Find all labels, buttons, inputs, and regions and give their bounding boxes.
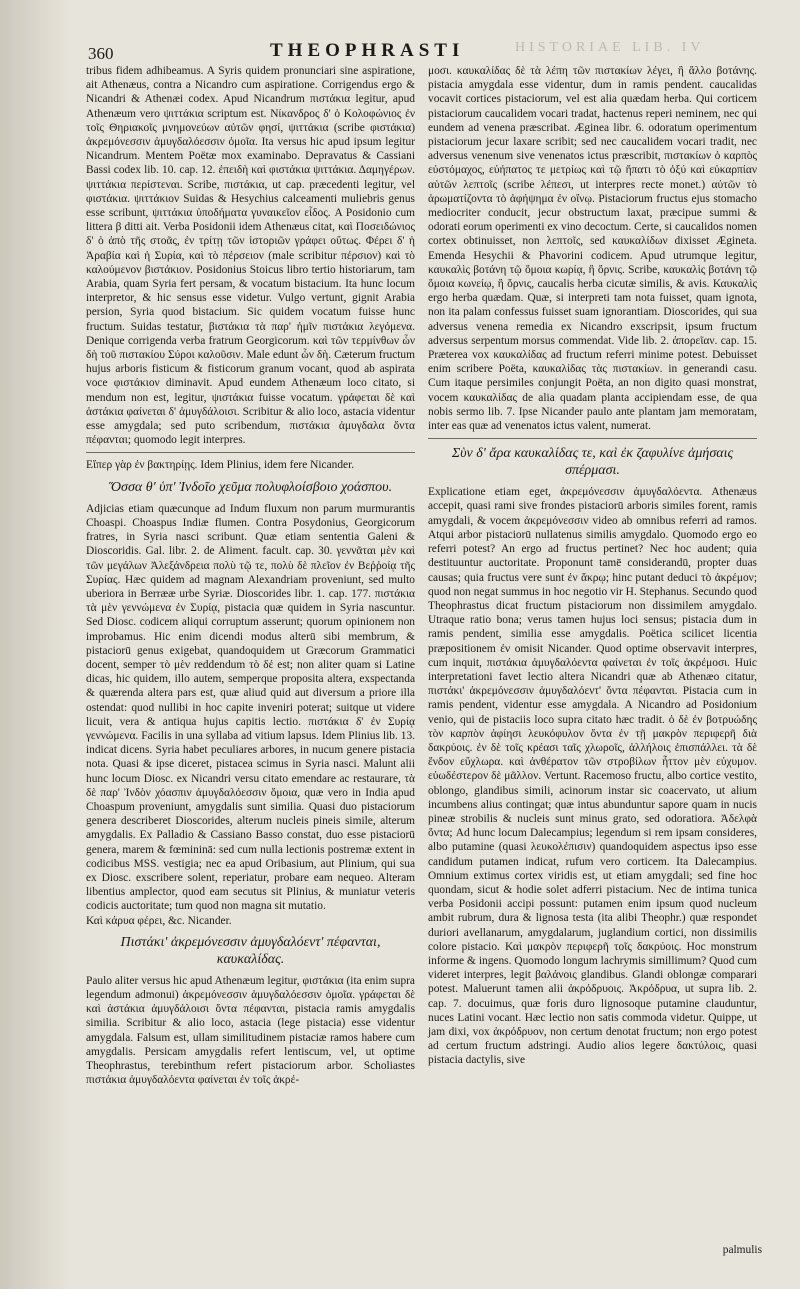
paragraph: Explicatione etiam eget, ἀκρεμόνεσσιν ἀμυγδαλόεντα. Athenæus accepit, quasi rami sive frondes pistaciorū arboris similes forent, ramis amygdali, & vocem ἀκρεμόνεσσιν video ab omnibus referri ad ramos. Atqui arbor pistaciorū nullatenus similis amygdalo. Quomodo ergo eo referri potest? An ergo ad fructus pertinet? Nec hoc audent; quia destituuntur auctoritate. Proponunt tamē considerandū, propter duas causas; quia fructus vere sunt ἐν ἄκρῳ; hinc putant deduci τὸ ἀκρέμον; quod non negat summus in hoc negotio vir H. Stephanus. Secundo quod Theophrastus dicat fructum pistaciorum non dissimilem amygdalo. Utraque ratio bona; verus tamen hujus loci sensus; pistacia dum in ramis pendent, similia esse amygdalis. Poëtica scilicet licentia præpositionem ἐν omisit Nicander. Quod optime observavit interpres, cum inquit, πιστάκια ἀμυγδαλόεντα φαίνεται ἐν τοῖς ἀκρέμοσι. Huic interpretationi favet lectio altera Nicandri quæ ab Athenæo citatur, πιστάκι' ἀκρεμόνεσσιν ἀμυγδαλόεντ' ὄντα πέφανται. Pistacia cum in ramis pendent, videntur esse amygdala. A Nicandro ad Posidonium venio, qui de pistaciis loco supra citato hæc tradit. ὁ δὲ ἐν βοτρυώδης τὸν καρπὸν ἀφίησι λευκόφυλον ὄντα ἐν τῇ μακρὸν περιφερῆ διὰ δακρύοις. ἐν δὲ τοῖς κρέασι ταῖς χλωροῖς, ἀλλήλοις ἐπισπάλλει. τὰ δὲ ἔνδον εὔχλωρα. καὶ ἀνθέρατον τῶν στροβίλων ἧττον μὲν εὐχυμον. εὐωδέστερον δὲ μᾶλλον. Vertunt. Racemoso fructu, albo cortice vestito, oblongo, glandibus simili, acinorum instar sic coacervato, ut alium incumbens alius contingat; quæ intus abunduntur sapore quam in nucis pineæ strobilis & nucleis sunt minus grato, sed odoratiora. Ἀδελφὰ ὄντα; Ad hunc locum Dalecampius; legendum si rem ipsam consideres, albo putamine (quasi λευκολέπισιν) quandoquidem aspectus ipso esse candidum putamen indicat, rufum vero corticem. Ita Dalecampius. Omnium extimus cortex viridis est, ut etiam amygdali; sed fine hoc quondam, sicut & hodie solet adferri pistacium. Nec de intima tunica verba Posidonii accipi possunt: putamen enim ipsum quod nucleum ambit rubrum, dura & lignosa testa (ita alibi Theophr.) quæ respondet duriori avellanarum, amygdalarum, juglandium cortici, non dissimilis colore pistacio. Καὶ μακρὸν περιφερῆ τοῖς δακρύοις. Hoc monstrum informe & ingens. Quomodo longum lachrymis simillimum? Quod cum videret interpres, legit βαλάνοις glandibus. Glandi oblongæ comparari potest. Maluerunt tamen alii ἀκρόδρυοις. Ἀκρόδρυα, ut supra lib. 2. cap. 7. docuimus, quæ foris duro lignosoque putamine clauduntur, nuces Latini vocant. Hæc lectio non satis commoda videtur. Quippe, ut jam dixi, vox ἀκρόδρυον, non certum denotat fructum; non ergo potest ad certum fructum adstringi. Audio alios legere δακτύλοις, quasi pistacia dactylis, sive [428,486,757,1067]
verse-quote: Ὅσσα θ' ὑπ' Ἰνδοῖο χεῦμα πολυφλοίσβοιο χοάσπου. [108,479,393,495]
catchword: palmulis [722,1244,762,1256]
gutter-shadow [0,0,70,1289]
page-number: 360 [88,44,114,63]
paragraph: μοσι. καυκαλίδας δὲ τὰ λέπη τῶν πιστακίων λέγει, ἢ ἄλλο βοτάνης. pistacia amygdala esse videntur, dum in ramis pendent. caucalidas vocavit cortices pistaciorum, vel est alia quædam herba. Qui corticem pistaciorum caucalidem vocari tradat, hactenus reperi neminem, nec qui eundem ad venena præscribat. Æginea libr. 6. odoratum operimentum pistaciorum jecur laxare scribit; sed nec caucalidem vocari tradit, nec adversus venenum sive venenatos ictus præscribit, πιστακίων ὁ καρπὸς εὐστόμαχος, εὐήπατος τε μετρίως καὶ τῷ ἥπατι τὸ ὀξύ καὶ εὐκαρπίαν αὐτῶν λεπτοῖς (scribe λέπεσι, ut interpres recte monet.) αὐτῶν τὸ ἀρωματίζοντα τὸ ἀφήψημα ἐν οἴνῳ. Pistaciorum fructus ejus stomacho mediocriter conducit, jecur obstructum laxat, præcipue summi & odorati eorum operimenti ex vino decoctum. Certe, si caucalidos nomen cortex obtinuisset, non λεπτοῖς, sed καυκαλίδων dixisset Ægineta. Emenda Hesychii & Phavorini codicem. Apud utrumque legitur, καυκαλὶς βοτάνη τῷ ὅμοια κωρίᾳ, ἢ ὄρνις. Scribe, καυκαλὶς βοτάνη τῷ ὅμοια κωνείῳ, ἢ ὄρνις, caucalis herba cicutæ similis, & avis. Καυκαλὶς ergo herba quædam. Quæ, si interpreti tam nota fuisset, quam ignota, non ita palam confessus fuisset suam ignorantiam. Dioscorides, qui sua adversus venena remedia ex Nicandro exscripsit, ipsum fructum adversus serpentum morsus commendat. Vide lib. 2. ἀπορεῖαν. cap. 15. Præterea vox καυκαλίδας ad fructum referri minime potest. Debuisset enim scribere Poëta, καυκαλίδας τὰς πιστακίων. in generandi casu. Cum itaque persimiles conjungit Poëta, an non digito quasi monstrat, vocem καυκαλίδας de alia quadam planta accipiendam esse, de qua nobis sermo lib. 7. Ipse Nicander paulo ante plantam jam memoratam, inter eas quæ ad venenatos ictus valent, numerat. [428,65,757,433]
bleed-through-heading: HISTORIAE LIB. IV [515,40,705,55]
verse-quote: Πιστάκι' ἀκρεμόνεσσιν ἀμυγδαλόεντ' πέφανται, καυκαλίδας. [120,934,381,967]
paragraph: tribus fidem adhibeamus. A Syris quidem pronunciari sine aspiratione, ait Athenæus, contra a Nicandro cum aspiratione. Corrigendus ergo & Nicandri & Athenæi codex. Apud Nicandrum πιστάκια legitur, apud Athenæum vero ψιττάκια scriptum est. Νίκανδρος δ' ὁ Κολοφώνιος ἐν τοῖς Θηριακοῖς μνημονεύων αὐτῶν φησί, ψιττάκια (scribe φιστάκια) ἀκρεμόνεσσιν ἀμυγδαλόεσσιν ὁμοῖα. Ita versus hic apud ipsum legitur Nicandrum. Mentem Poëtæ mox examinabo. Depravatus & Cassiani Bassi codex lib. 10. cap. 12. ἐπειδὴ καὶ φιστάκια ψιττάκια. Δαμηγέρων. ψιττάκια περίστεναι. Scribe, πιστάκια, ut cap. præcedenti legitur, vel φιστάκια. ψιττάκιον Suidas & Hesychius calceamenti muliebris genus esse scribunt, ψιττάκια ὑποδήματα γυναικεῖον εἶδος. A Posidonio cum littera β ditti ait. Verba Posidonii idem Athenæus citat, καὶ Ποσειδώνιος δ' ὁ ἀπὸ τῆς στοᾶς, ἐν τρίτῃ τῶν ἱστοριῶν γράφει οὕτως. Φέρει δ' ἡ Ἀραβία καὶ ἡ Συρία, καὶ τὸ πέρσειον (male scribitur πέρσιον) καὶ τὸ καλούμενον βιστάκιον. Posidonius Stoicus libro tertio historiarum, tam Arabia, quam Syria fert persam, & vocatum bistacium. Ita hunc locum interpretor, & hic sensus esse videtur. Vulgo vertunt, gignit Arabia persion, Syria quod bistacium. Sic quidem vocatum fuisse hunc fructum. Suidas testatur, βιστάκια τὰ παρ' ἡμῖν πιστάκια λεγόμενα. Denique corrigenda verba fratrum Georgicorum. καὶ τῶν τερμίνθων ὧν δὴ τοῦ πιστακίου Σύροι καλοῦσιν. Male edunt ὧν δὴ. Cæterum fructum hujus arboris fisticum & fisticorum granum vocant, quod ab aspirata voce φιστάκιον diminavit. Apud eundem Athenæum loco citato, si mendum non est, legitur, ψιστάκια fuisse vocatum. γράφεται δὲ καὶ ἀστάκια φαίνεται δ' ἀμυγδάλοισι. Scribitur & alio loco, astacia videntur esse amygdala; sed puto scribendum, πιστάκια ἀμυγδαλα ὄντα πέφανται; quomodo legit interpres. [86,65,415,447]
verse-quote: Σὺν δ' ἄρα καυκαλίδας τε, καὶ ἐκ ζαφυλίνε ἀμήσαις σπέρμασι. [451,446,734,479]
divider [86,452,415,453]
paragraph: Paulo aliter versus hic apud Athenæum legitur, φιστάκια (ita enim supra legendum admonui) ἀκρεμόνεσσιν ἀμυγδαλόεσσιν ὁμοῖα. γράφεται δὲ καὶ ἀστάκια ἀμυγδάλοισι ὄντα πέφανται, pistacia ramis amygdalis similia. Scribitur & alio loco, astacia (lege pistacia) esse videntur amygdala. Falsum est, ullam similitudinem pistaciæ ramos habere cum amygdalis. Persicam amygdalis refert lentiscum, vel, ut optime Theophrastus, terebinthum refert pistaciorum arbor. Scholiastes πιστάκια ἀμυγδαλόεντα φαίνεται ἐν τοῖς ἀκρέ- [86,974,415,1087]
lemma: Καὶ κάρυα φέρει, &c. Nicander. [86,914,232,927]
lemma: Εἴπερ γὰρ ἐν βακτηρίῃς. Idem Plinius, idem fere Nicander. [86,459,355,472]
running-head: THEOPHRASTI [270,40,465,61]
paragraph: Adjicias etiam quæcunque ad Indum fluxum non parum murmurantis Choaspi. Choaspus Indiæ flumen. Contra Posydonius, Georgicorum fratres, in Syria nasci scribunt. Quæ etiam sententia Galeni & Dioscoridis. Gal. libr. 2. de Aliment. facult. cap. 30. γεννᾶται μὲν καὶ τῶν μεγάλων Ἀλεξάνδρεια πολὺ τῷ τε, πολὺ δὲ πλεῖον ἐν Βεῤῥοίᾳ τῆς Συρίας. Hæc quidem ad magnam Alexandriam proveniunt, sed multo uberiora in Berrææ urbe Syriæ. Dioscorides libr. 1. cap. 177. πιστάκια τὰ μὲν γεννώμενα ἐν Συρίᾳ, pistacia quæ quidem in Syria nascuntur. Sed Diosc. codicem aliqui corruptum asserunt; quorum opinionem non improbamus. Hic enim dicendi modus alterū sibi membrum, & pistaciorū genus exigebat, quandoquidem ut Græcorum Grammatici docent, semper τὸ μὲν reddendum τὸ δέ est; non aliter quam si Latine dicas, hic quidem, illo autem, semperque proposita altera, exspectanda & quærenda altera pars est, quæ aliud quid aut diversum a priore illa ostendat: quod nullibi in hoc capite inveniri poterat; suitque ut videre licuit, vera & antiqua hujus capitis lectio. πιστάκια δ' ἐν Συρίᾳ γεννώμενα. Facilis in una syllaba ad vitium lapsus. Idem Plinius lib. 13. indicat dicens. Syria habet peculiares arbores, in nucum genere pistacia nota. Quasi & ipse diceret, pistacea scimus in Syria nasci. Malunt alii hunc locum Diosc. ex Nicandri versu citato emendare ac restaurare, τὰ δὲ παρ' Ἰνδὸν χόασπιν ἀμυγδαλόεσσιν ὅμοια, quæ vero in India apud Choaspum proveniunt, amygdalis sunt similia. Quasi duo pistaciorum genera describeret Dioscorides, alterum nucleis pineis simile, alterum amygdalis. Ex Palladio & Cassiano Basso constat, duo esse pistaciorū genera, marem & fœmininā: sed cum nulla lectionis postremæ extent in codicibus MSS. vestigia; nec ea apud Oribasium, aut Plinium, qui sua ex Diosc. exscribere solent, reperiatur, probare eam nequeo. Alteram libentius amplector, quod eam secutus sit Plinius, & muniatur veteris codicis auctoritate; tum quod non magna sit mutatio. [86,502,415,913]
divider [428,438,757,439]
right-column [428,64,757,1068]
left-column [86,64,415,1087]
